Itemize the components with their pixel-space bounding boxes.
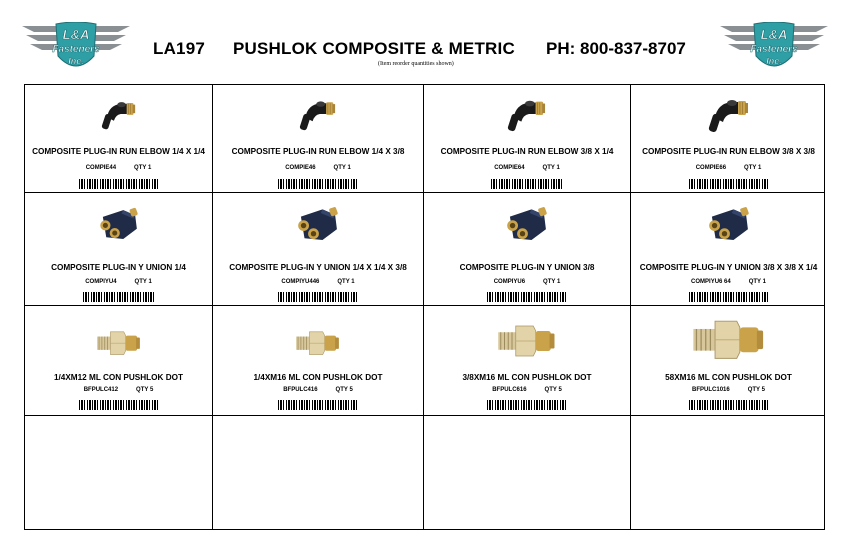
barcode [278,292,358,302]
part-qty: QTY 1 [748,279,766,285]
male-connector-icon [294,328,342,363]
part-sku: COMPIE46 [285,165,316,171]
part-name: COMPOSITE PLUG-IN RUN ELBOW 3/8 X 1/4 [440,147,614,156]
part-cell [25,306,213,415]
part-cell [424,85,631,192]
empty-cell [424,416,631,529]
grid-row-3 [25,306,824,416]
empty-cell [631,416,826,529]
part-sku: BFPULC416 [283,387,318,393]
barcode [491,179,563,189]
part-qty: QTY 5 [544,387,562,393]
part-name: 1/4XM16 ML CON PUSHLOK DOT [253,373,383,382]
part-cell [631,306,826,415]
page-title [153,39,515,59]
part-qty: QTY 5 [747,387,765,393]
part-sku: BFPULC1016 [692,387,730,393]
part-cell [631,193,826,305]
part-sku: COMPIE66 [695,165,727,171]
part-qty: QTY 1 [542,165,560,171]
barcode [79,400,159,410]
part-meta [424,279,630,285]
part-qty: QTY 1 [337,279,355,285]
logo-text-line1: L&A [760,27,788,42]
part-cell [213,85,424,192]
company-logo-right [720,22,828,78]
barcode [278,179,358,189]
part-cell [213,193,424,305]
part-name: COMPOSITE PLUG-IN Y UNION 3/8 [459,263,595,272]
part-meta [213,165,423,171]
part-qty: QTY 1 [744,165,762,171]
logo-icon [22,22,130,78]
part-name: COMPOSITE PLUG-IN Y UNION 3/8 X 3/8 X 1/4 [639,263,818,272]
grid-row-1 [25,85,824,193]
part-sku: COMPIYU446 [281,279,320,285]
barcode [79,179,159,189]
part-sku: COMPIE44 [85,165,117,171]
barcode [689,179,769,189]
elbow-fitting-icon [296,96,339,137]
part-cell [424,193,631,305]
barcode [689,400,769,410]
part-sku: COMPIE64 [494,165,525,171]
part-sku: BFPULC412 [83,387,119,393]
barcode [83,292,155,302]
part-qty: QTY 1 [543,279,561,285]
part-meta [424,165,630,171]
part-cell [424,306,631,415]
male-connector-icon [496,321,559,366]
part-sku: COMPIYU6 64 [691,279,731,285]
empty-cell [25,416,213,529]
y-union-fitting-icon [702,204,754,250]
part-qty: QTY 1 [134,165,152,171]
logo-text-line2: Fasteners [52,44,100,55]
part-sku: BFPULC616 [492,387,527,393]
part-sku: COMPIYU6 [493,279,526,285]
part-name: 58XM16 ML CON PUSHLOK DOT [665,373,792,382]
part-meta [25,165,212,171]
reorder-note: (Item reorder quantities shown) [378,61,454,67]
kit-code: LA197 [153,39,206,58]
part-meta [631,165,826,171]
part-sku: COMPIYU4 [85,279,117,285]
part-meta [631,387,826,393]
company-logo-left [22,22,130,78]
logo-text-line3: Inc. [68,56,84,66]
logo-text-line1: L&A [62,27,90,42]
part-meta [213,387,423,393]
barcode [487,292,567,302]
part-name: COMPOSITE PLUG-IN Y UNION 1/4 X 1/4 X 3/8 [229,263,407,272]
part-cell [213,306,424,415]
kit-name: PUSHLOK COMPOSITE & METRIC [233,39,515,58]
y-union-fitting-icon [501,204,553,250]
part-meta [213,279,423,285]
phone-number: PH: 800-837-8707 [546,39,686,58]
y-union-fitting-icon [292,204,344,250]
elbow-fitting-icon [98,97,139,136]
part-cell [631,85,826,192]
barcode [487,400,567,410]
part-qty: QTY 5 [335,387,353,393]
part-qty: QTY 1 [333,165,351,171]
elbow-fitting-icon [705,94,753,139]
part-name: 1/4XM12 ML CON PUSHLOK DOT [53,373,184,382]
male-connector-icon [95,328,143,363]
y-union-fitting-icon [94,205,143,249]
part-name: COMPOSITE PLUG-IN Y UNION 1/4 [51,263,186,272]
elbow-fitting-icon [504,95,550,138]
barcode [689,292,769,302]
logo-text-line2: Fasteners [750,44,798,55]
part-qty: QTY 5 [136,387,154,393]
barcode [278,400,358,410]
grid-row-4 [25,416,824,529]
part-meta [25,279,212,285]
empty-cell [213,416,424,529]
part-qty: QTY 1 [134,279,152,285]
part-name: 3/8XM16 ML CON PUSHLOK DOT [462,373,592,382]
part-meta [25,387,212,393]
part-meta [631,279,826,285]
part-cell [25,85,213,192]
part-name: COMPOSITE PLUG-IN RUN ELBOW 1/4 X 3/8 [231,147,405,156]
part-cell [25,193,213,305]
male-connector-icon [690,315,768,370]
part-meta [424,387,630,393]
part-name: COMPOSITE PLUG-IN RUN ELBOW 3/8 X 3/8 [642,147,815,156]
grid-row-2 [25,193,824,306]
logo-icon [720,22,828,78]
parts-grid [24,84,825,530]
part-name: COMPOSITE PLUG-IN RUN ELBOW 1/4 X 1/4 [32,147,205,156]
logo-text-line3: Inc. [766,56,782,66]
